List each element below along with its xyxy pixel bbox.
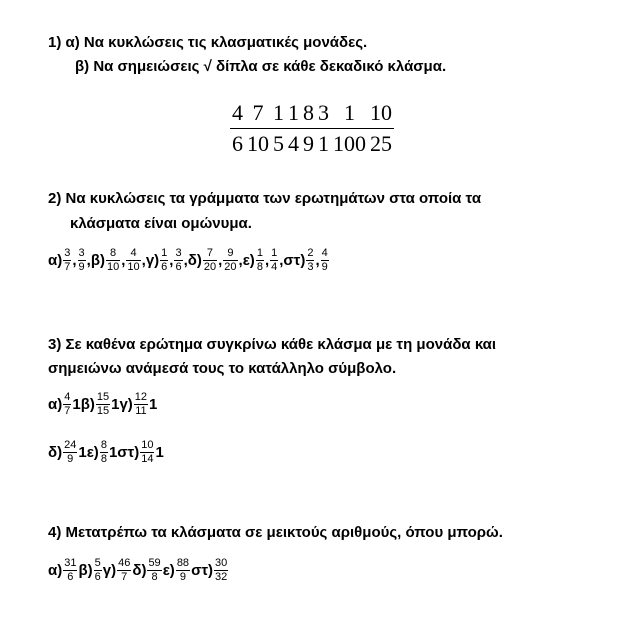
fraction-numerator: 7	[206, 247, 214, 259]
fraction-numerator: 1	[256, 247, 263, 259]
fraction	[140, 440, 154, 465]
fraction	[63, 392, 71, 417]
fraction	[271, 100, 286, 157]
fraction	[230, 100, 245, 157]
fraction	[286, 100, 301, 157]
item-label: α)	[48, 562, 63, 579]
fraction-denominator: 9	[179, 571, 186, 583]
fraction	[306, 248, 314, 273]
fraction	[256, 248, 264, 273]
separator: ,	[315, 252, 320, 269]
fraction	[270, 248, 278, 273]
fraction-numerator: 4	[130, 247, 137, 259]
q2-line-a-text: 2) Να κυκλώσεις τα γράμματα των ερωτημάτων στα οποία τα	[48, 190, 482, 207]
item-label: α)	[48, 252, 63, 269]
fraction-numerator: 1	[344, 100, 355, 125]
item-label: ε)	[242, 252, 255, 269]
fraction-numerator: 1	[271, 247, 278, 259]
unit-value: 1	[108, 444, 118, 461]
fraction	[174, 248, 182, 273]
item-label: στ)	[191, 562, 214, 579]
fraction	[214, 558, 228, 583]
fraction-numerator: 1	[161, 247, 168, 259]
fraction	[147, 558, 161, 583]
fraction	[245, 100, 271, 157]
q4-line-a: 4) Μετατρέπω τα κλάσματα σε μεικτούς αριθμούς, όπου μπορώ.	[48, 524, 503, 541]
item-label: ε)	[162, 562, 175, 579]
fraction-numerator: 59	[148, 557, 161, 569]
fraction-denominator: 7	[64, 261, 71, 273]
fraction-denominator: 8	[256, 261, 263, 273]
q4-items-row	[48, 558, 229, 583]
fraction-denominator: 20	[203, 261, 217, 273]
item-label: δ)	[187, 252, 202, 269]
fraction-bar	[230, 128, 245, 129]
fraction-denominator: 9	[321, 261, 328, 273]
item-label: γ)	[119, 396, 133, 413]
fraction-denominator: 9	[78, 261, 85, 273]
fraction-bar	[368, 128, 394, 129]
fraction-denominator: 32	[215, 571, 228, 583]
q1-fraction-row	[230, 100, 394, 157]
q2-items-row	[48, 248, 330, 273]
item-label: δ)	[132, 562, 147, 579]
fraction-numerator: 9	[227, 247, 234, 259]
fraction	[63, 248, 71, 273]
fraction-denominator: 1	[318, 131, 329, 156]
fraction	[321, 248, 329, 273]
fraction-numerator: 5	[94, 557, 101, 569]
fraction-denominator: 6	[94, 571, 101, 583]
q1-line-a: 1) α) Να κυκλώσεις τις κλασματικές μονάδες.	[48, 34, 368, 51]
fraction-denominator: 8	[100, 453, 107, 465]
item-label: στ)	[117, 444, 140, 461]
item-label: δ)	[48, 444, 63, 461]
fraction-numerator: 8	[110, 247, 117, 259]
fraction-numerator: 2	[307, 247, 314, 259]
fraction-denominator: 10	[247, 131, 269, 156]
fraction-denominator: 4	[288, 131, 299, 156]
fraction	[134, 392, 148, 417]
separator: ,	[86, 252, 91, 269]
fraction-denominator: 7	[121, 571, 128, 583]
fraction	[117, 558, 131, 583]
fraction-numerator: 7	[252, 100, 264, 125]
q1-line-b: β) Να σημειώσεις √ δίπλα σε κάθε δεκαδικό κλάσμα.	[75, 58, 447, 75]
fraction-denominator: 10	[106, 261, 120, 273]
unit-value: 1	[78, 444, 87, 461]
fraction-denominator: 3	[307, 261, 314, 273]
q3-row-2	[48, 440, 164, 465]
fraction	[316, 100, 331, 157]
fraction	[223, 248, 237, 273]
q3-line-b: σημειώνω ανάμεσά τους το κατάλληλο σύμβολο.	[48, 360, 397, 377]
unit-value: 1	[72, 396, 81, 413]
fraction	[63, 440, 77, 465]
q3-line-a: 3) Σε καθένα ερώτημα συγκρίνω κάθε κλάσμα με τη μονάδα και	[48, 336, 497, 353]
unit-value: 1	[111, 396, 120, 413]
separator: ,	[183, 252, 188, 269]
item-label: γ)	[145, 252, 160, 269]
fraction-numerator: 4	[64, 391, 71, 403]
fraction-bar	[286, 128, 301, 129]
fraction-numerator: 15	[96, 391, 110, 403]
fraction-bar	[316, 128, 331, 129]
item-label: γ)	[102, 562, 117, 579]
q3-row-1	[48, 392, 157, 417]
fraction	[100, 440, 108, 465]
fraction-numerator: 8	[100, 439, 107, 451]
fraction	[368, 100, 394, 157]
fraction-numerator: 30	[215, 557, 228, 569]
fraction	[176, 558, 190, 583]
fraction-denominator: 4	[271, 261, 278, 273]
fraction-numerator: 4	[232, 100, 243, 125]
item-label: α)	[48, 396, 63, 413]
fraction	[106, 248, 120, 273]
item-label: β)	[78, 562, 93, 579]
fraction-denominator: 6	[175, 261, 182, 273]
fraction-bar	[271, 128, 286, 129]
fraction-bar	[301, 128, 316, 129]
fraction-numerator: 3	[175, 247, 182, 259]
fraction-denominator: 5	[273, 131, 284, 156]
fraction-numerator: 1	[273, 100, 284, 125]
fraction-denominator: 6	[67, 571, 74, 583]
fraction	[96, 392, 110, 417]
separator: ,	[121, 252, 126, 269]
fraction-denominator: 9	[67, 453, 74, 465]
fraction-denominator: 20	[224, 261, 237, 273]
fraction-numerator: 12	[134, 391, 148, 403]
fraction-denominator: 7	[64, 405, 71, 417]
item-label: β)	[80, 396, 95, 413]
fraction	[78, 248, 86, 273]
fraction-denominator: 8	[151, 571, 158, 583]
fraction-denominator: 15	[96, 405, 110, 417]
item-label: στ)	[283, 252, 306, 269]
fraction-numerator: 10	[141, 439, 154, 451]
separator: ,	[141, 252, 146, 269]
fraction-denominator: 6	[232, 131, 243, 156]
separator: ,	[218, 252, 223, 269]
fraction-denominator: 100	[333, 131, 366, 156]
fraction	[160, 248, 168, 273]
fraction-numerator: 46	[118, 557, 131, 569]
unit-value: 1	[149, 396, 158, 413]
item-label: β)	[90, 252, 105, 269]
separator: ,	[238, 252, 243, 269]
fraction-numerator: 3	[318, 100, 329, 125]
fraction-denominator: 25	[370, 131, 392, 156]
fraction-numerator: 24	[64, 439, 77, 451]
fraction-denominator: 6	[161, 261, 168, 273]
fraction-numerator: 3	[78, 247, 85, 259]
fraction	[94, 558, 102, 583]
fraction-numerator: 88	[176, 557, 190, 569]
fraction-bar	[331, 128, 368, 129]
fraction-denominator: 10	[127, 261, 140, 273]
q2-line-b: κλάσματα είναι ομώνυμα.	[70, 215, 252, 232]
fraction	[126, 248, 140, 273]
fraction-numerator: 10	[370, 100, 392, 125]
fraction-numerator: 8	[303, 100, 314, 125]
fraction-numerator: 1	[288, 100, 299, 125]
fraction	[63, 558, 77, 583]
fraction-bar	[245, 128, 271, 129]
fraction-denominator: 11	[135, 405, 147, 417]
fraction-numerator: 3	[64, 247, 71, 259]
fraction-denominator: 14	[141, 453, 154, 465]
fraction	[331, 100, 368, 157]
unit-value: 1	[155, 444, 164, 461]
fraction	[301, 100, 316, 157]
fraction-numerator: 31	[64, 557, 77, 569]
separator: ,	[279, 252, 284, 269]
q2-line-a	[48, 190, 578, 207]
fraction-numerator: 4	[321, 247, 328, 259]
separator: ,	[169, 252, 174, 269]
item-label: ε)	[86, 444, 99, 461]
separator: ,	[72, 252, 77, 269]
fraction	[203, 248, 217, 273]
fraction-denominator: 9	[303, 131, 314, 156]
separator: ,	[264, 252, 270, 269]
